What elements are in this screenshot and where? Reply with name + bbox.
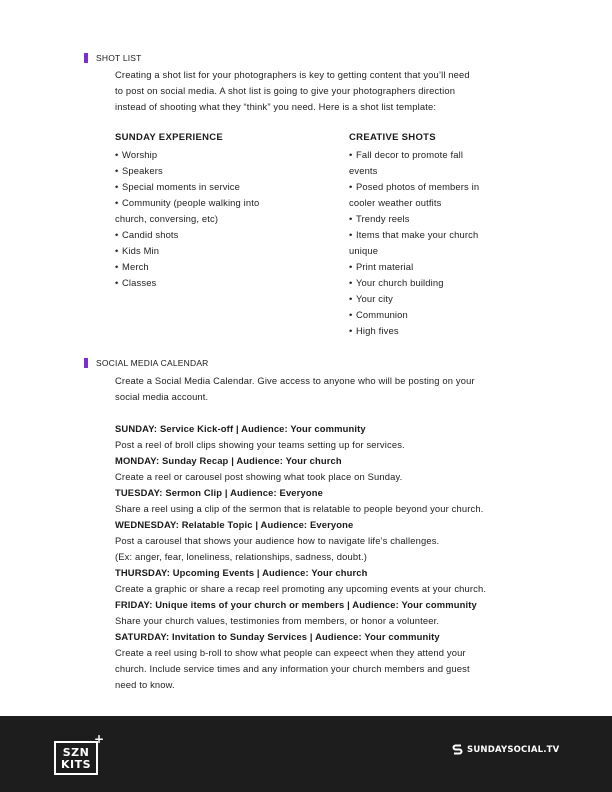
bullet-icon: • [115,165,119,176]
list-item [115,275,300,291]
list-item [115,179,300,195]
calendar-intro [115,373,545,405]
bullet-icon: • [115,261,119,272]
calendar-day-description: (Ex: anger, fear, loneliness, relationships, sadness, doubt.) [115,551,367,562]
list-item [349,243,534,259]
list-item-text: Your church building [356,277,444,288]
list-item [349,307,534,323]
bullet-icon: • [115,245,119,256]
calendar-day-description: Create a reel or carousel post showing what took place on Sunday. [115,471,403,482]
list-item [349,195,534,211]
bullet-icon: • [349,181,353,192]
bullet-icon: • [115,149,119,160]
bullet-icon: • [115,181,119,192]
sunday-experience-heading: SUNDAY EXPERIENCE [115,132,224,143]
plus-icon: + [93,732,104,746]
calendar-day-title: THURSDAY: Upcoming Events | Audience: Your church [115,567,368,578]
list-item-text: Special moments in service [122,181,241,192]
website-text: SUNDAYSOCIAL.TV [467,744,560,755]
list-item-text: Community (people walking into [122,197,260,208]
calendar-day-title: SATURDAY: Invitation to Sunday Services | Audience: Your community [115,631,440,642]
list-item-text: unique [349,245,379,256]
bullet-icon: • [349,261,353,272]
sunday-experience-column [115,130,300,291]
calendar-day-description: Share your church values, testimonies from members, or honor a volunteer. [115,615,440,626]
list-item-text: Fall decor to promote fall [356,149,464,160]
calendar-day [115,565,555,597]
s-logo-icon [452,743,463,756]
intro-line: Create a Social Media Calendar. Give access to anyone who will be posting on your [115,375,475,386]
creative-shots-heading: CREATIVE SHOTS [349,132,436,143]
list-item-text: Posed photos of members in [356,181,480,192]
list-item [349,211,534,227]
intro-line: social media account. [115,391,209,402]
list-item-text: Classes [122,277,157,288]
list-item [349,147,534,163]
creative-shots-column [349,130,534,339]
list-item-text: Your city [356,293,393,304]
bullet-icon: • [349,325,353,336]
section-marker [84,53,88,63]
calendar-day-title: FRIDAY: Unique items of your church or members | Audience: Your community [115,599,477,610]
list-item-text: cooler weather outfits [349,197,442,208]
szn-kits-logo [54,732,104,777]
list-item-text: Communion [356,309,408,320]
intro-line: to post on social media. A shot list is going to give your photographers direction [115,85,456,96]
calendar-day-description: Create a graphic or share a recap reel promoting any upcoming events at your church. [115,583,487,594]
calendar-heading [84,358,209,368]
list-item-text: Kids Min [122,245,160,256]
bullet-icon: • [349,277,353,288]
calendar-day-title: MONDAY: Sunday Recap | Audience: Your church [115,455,342,466]
list-item-text: High fives [356,325,399,336]
list-item [115,195,300,211]
bullet-icon: • [349,229,353,240]
list-item-text: Candid shots [122,229,179,240]
logo-line: KITS [60,758,92,771]
list-item [349,259,534,275]
list-item [349,227,534,243]
section-marker [84,358,88,368]
bullet-icon: • [115,197,119,208]
shot-list-intro [115,67,545,115]
calendar-day [115,629,555,693]
creative-shots-list [349,147,534,339]
bullet-icon: • [349,213,353,224]
calendar-day [115,453,555,485]
bullet-icon: • [115,229,119,240]
website-link[interactable] [452,743,559,756]
list-item [115,259,300,275]
bullet-icon: • [115,277,119,288]
list-item [349,291,534,307]
list-item-text: Worship [122,149,158,160]
calendar-day-description: need to know. [115,679,175,690]
list-item [115,163,300,179]
list-item-text: Merch [122,261,149,272]
calendar-day-title: WEDNESDAY: Relatable Topic | Audience: Everyone [115,519,354,530]
list-item [349,179,534,195]
list-item [115,147,300,163]
shot-list-heading [84,53,142,63]
list-item [349,163,534,179]
calendar-day [115,597,555,629]
intro-line: Creating a shot list for your photographers is key to getting content that you’ll need [115,69,470,80]
calendar-day [115,421,555,453]
bullet-icon: • [349,293,353,304]
calendar-day-title: SUNDAY: Service Kick-off | Audience: Your community [115,423,366,434]
intro-line: instead of shooting what they “think” you need. Here is a shot list template: [115,101,437,112]
list-item-text: Print material [356,261,414,272]
calendar-day-description: Post a carousel that shows your audience how to navigate life’s challenges. [115,535,440,546]
list-item-text: Items that make your church [356,229,479,240]
list-item [115,227,300,243]
calendar-day-description: Share a reel using a clip of the sermon that is relatable to people beyond your church. [115,503,484,514]
list-item [349,323,534,339]
list-item-text: Speakers [122,165,163,176]
bullet-icon: • [349,149,353,160]
shot-list-title: SHOT LIST [96,53,142,63]
logo-line: SZN [62,746,90,759]
calendar-days [115,421,555,693]
calendar-day [115,485,555,517]
sunday-experience-list [115,147,300,291]
logo-box [54,741,98,775]
calendar-day-description: Create a reel using b-roll to show what people can expeect when they attend your [115,647,466,658]
list-item-text: Trendy reels [356,213,410,224]
list-item-text: church, conversing, etc) [115,213,219,224]
list-item [115,211,300,227]
calendar-day-description: Post a reel of broll clips showing your teams setting up for services. [115,439,405,450]
list-item-text: events [349,165,378,176]
list-item [349,275,534,291]
bullet-icon: • [349,309,353,320]
calendar-day-title: TUESDAY: Sermon Clip | Audience: Everyone [115,487,323,498]
calendar-day-description: church. Include service times and any information your church members and guest [115,663,470,674]
list-item [115,243,300,259]
calendar-title: SOCIAL MEDIA CALENDAR [96,358,209,368]
calendar-day [115,517,555,565]
